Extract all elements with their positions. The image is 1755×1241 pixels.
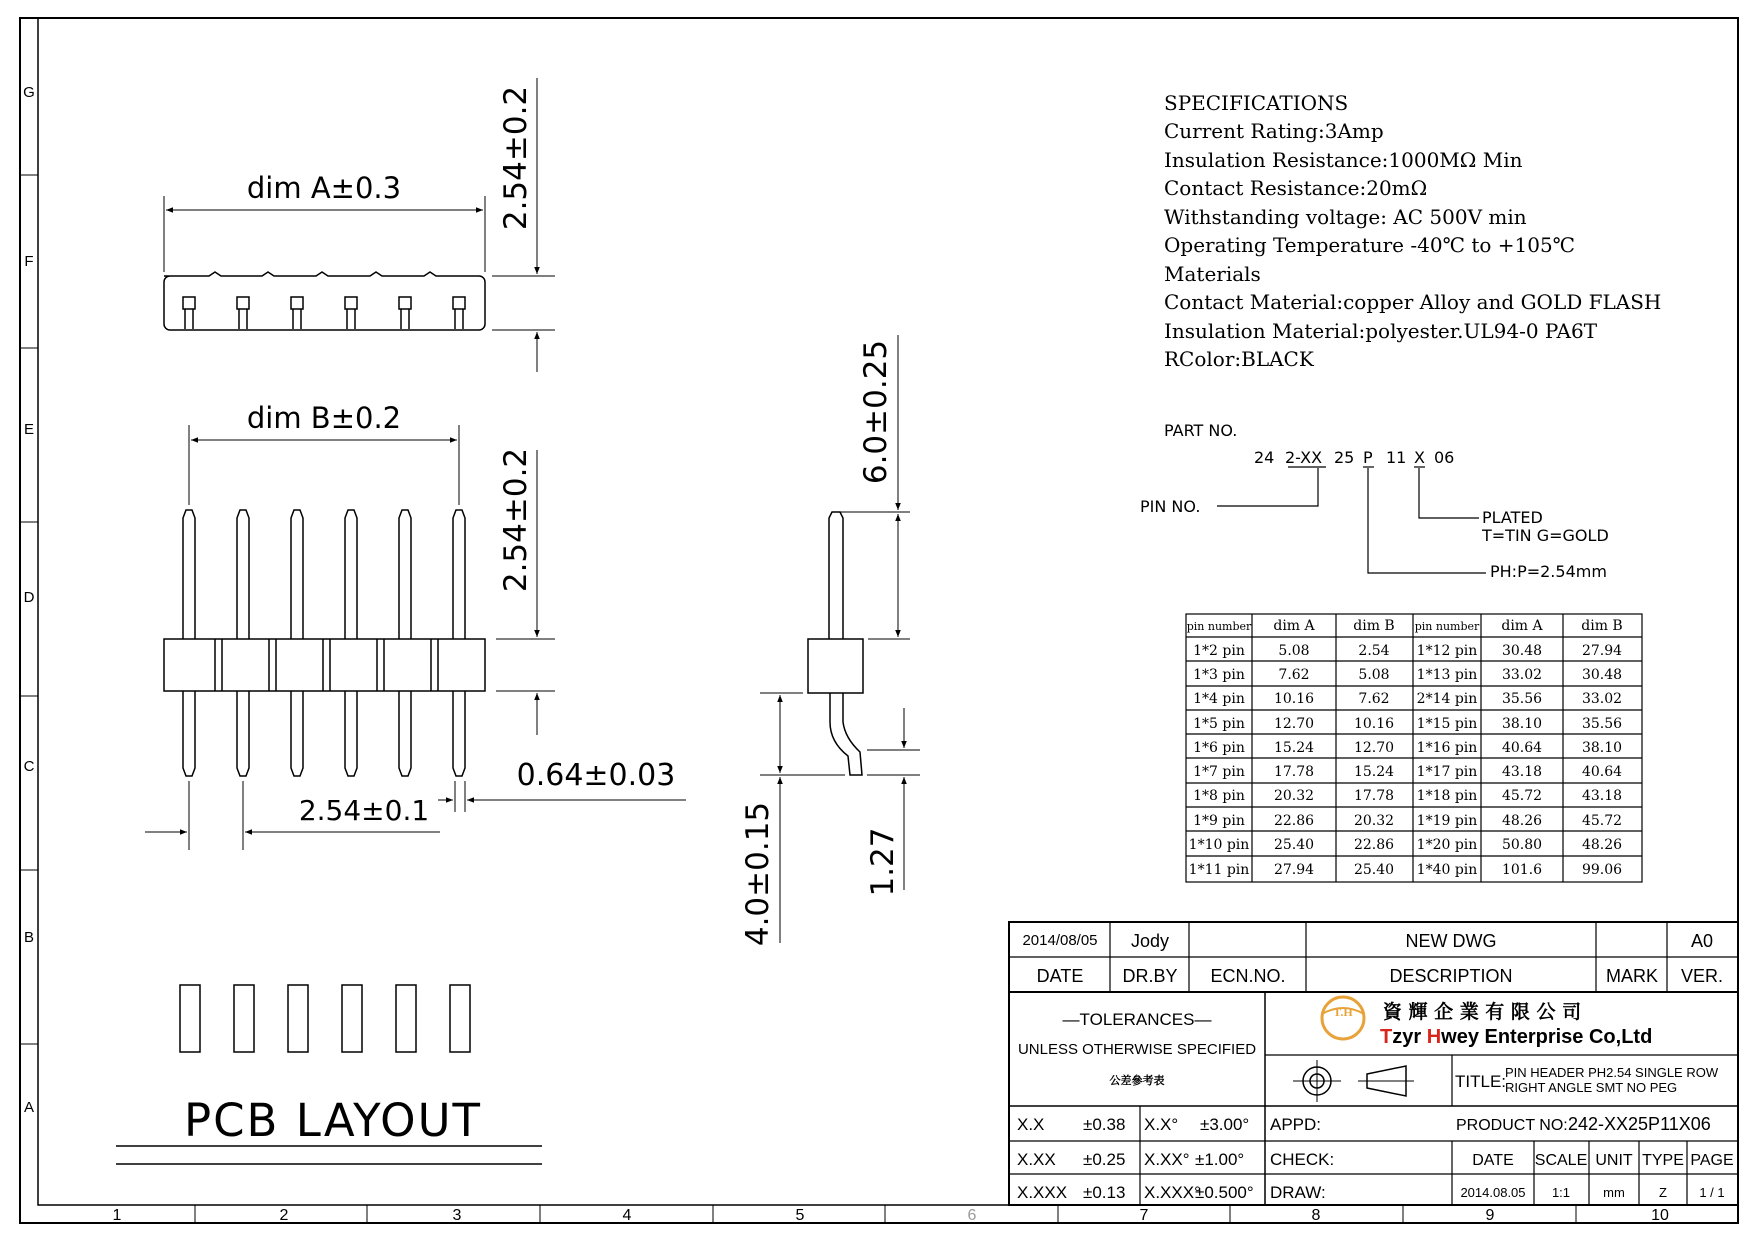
spec-line: Operating Temperature -40℃ to +105℃ bbox=[1164, 233, 1576, 257]
info-header-unit: UNIT bbox=[1595, 1152, 1633, 1169]
tol-cell: ±3.00° bbox=[1200, 1115, 1250, 1134]
col-label-7: 7 bbox=[1139, 1207, 1149, 1224]
info-headers bbox=[1472, 1152, 1733, 1169]
table-cell: 1*16 pin bbox=[1416, 740, 1478, 756]
col-labels bbox=[113, 1207, 1669, 1224]
table-header: dim B bbox=[1353, 618, 1395, 634]
col-label-4: 4 bbox=[622, 1207, 632, 1224]
table-cell: 43.18 bbox=[1501, 764, 1543, 780]
row-label-e: E bbox=[23, 421, 35, 438]
title-line-1: PIN HEADER PH2.54 SINGLE ROW bbox=[1505, 1065, 1719, 1080]
table-cell: 2.54 bbox=[1358, 643, 1390, 659]
tol-cell: X.X bbox=[1017, 1115, 1045, 1134]
tol-cell: X.XX° bbox=[1144, 1150, 1190, 1169]
table-cell: 1*11 pin bbox=[1188, 862, 1250, 878]
table-header: dim A bbox=[1501, 618, 1543, 634]
pn-seg-x: X bbox=[1414, 448, 1425, 467]
info-value-scale: 1:1 bbox=[1551, 1185, 1571, 1200]
spec-line: Withstanding voltage: AC 500V min bbox=[1164, 205, 1527, 229]
table-cell: 1*15 pin bbox=[1416, 716, 1478, 732]
spec-line: Contact Resistance:20mΩ bbox=[1164, 176, 1428, 200]
table-cell: 99.06 bbox=[1581, 862, 1623, 878]
info-header-type: TYPE bbox=[1642, 1152, 1684, 1169]
company-en-t: T bbox=[1380, 1026, 1393, 1048]
tolerance-rows bbox=[1017, 1115, 1254, 1202]
table-cell: 27.94 bbox=[1581, 643, 1623, 659]
rev-ver: A0 bbox=[1690, 931, 1714, 951]
table-cell: 38.10 bbox=[1501, 716, 1543, 732]
spec-line: Insulation Resistance:1000MΩ Min bbox=[1164, 148, 1523, 172]
table-cell: 12.70 bbox=[1353, 740, 1395, 756]
table-cell: 101.6 bbox=[1501, 862, 1543, 878]
tolerances-unless: UNLESS OTHERWISE SPECIFIED bbox=[1017, 1041, 1257, 1058]
col-label-5: 5 bbox=[795, 1207, 805, 1224]
table-cell: 1*17 pin bbox=[1416, 764, 1478, 780]
table-header: pin number bbox=[1414, 620, 1480, 633]
table-cell: 1*6 pin bbox=[1193, 740, 1245, 756]
table-cell: 1*20 pin bbox=[1416, 837, 1478, 853]
plated-label: PLATED bbox=[1482, 508, 1543, 527]
title-label: TITLE: bbox=[1455, 1072, 1507, 1091]
company-name-en bbox=[1380, 1026, 1652, 1048]
tolerances-header bbox=[1018, 1010, 1256, 1087]
table-cell: 12.70 bbox=[1273, 716, 1315, 732]
table-cell: 20.32 bbox=[1273, 788, 1315, 804]
table-cell: 1*8 pin bbox=[1193, 788, 1245, 804]
tol-cell: X.XX bbox=[1017, 1150, 1056, 1169]
table-header: dim A bbox=[1273, 618, 1315, 634]
table-cell: 33.02 bbox=[1501, 667, 1543, 683]
col-label-8: 8 bbox=[1311, 1207, 1321, 1224]
table-cell: 17.78 bbox=[1273, 764, 1315, 780]
col-label-6: 6 bbox=[967, 1207, 977, 1224]
table-cell: 2*14 pin bbox=[1416, 691, 1478, 707]
pin-length-label: 2.54±0.2 bbox=[498, 447, 534, 593]
header-mark: MARK bbox=[1605, 966, 1659, 986]
table-cell: 1*40 pin bbox=[1416, 862, 1478, 878]
housing-top-outline bbox=[164, 272, 485, 330]
table-header: pin number bbox=[1186, 620, 1252, 633]
approval-labels bbox=[1270, 1115, 1334, 1202]
table-cell: 38.10 bbox=[1581, 740, 1623, 756]
table-cell: 7.62 bbox=[1358, 691, 1390, 707]
spec-line: Current Rating:3Amp bbox=[1164, 119, 1384, 143]
product-no-value: 242-XX25P11X06 bbox=[1568, 1114, 1711, 1134]
info-value-type: Z bbox=[1659, 1185, 1667, 1200]
table-cell: 1*18 pin bbox=[1416, 788, 1478, 804]
pitch-key-label: PH:P=2.54mm bbox=[1490, 562, 1607, 581]
pn-seg-11: 11 bbox=[1386, 448, 1407, 467]
tolerances-ref: 公差參考表 bbox=[1109, 1075, 1165, 1087]
top-view bbox=[164, 78, 555, 372]
table-cell: 15.24 bbox=[1353, 764, 1395, 780]
rev-date: 2014/08/05 bbox=[1022, 932, 1098, 949]
table-cell: 1*12 pin bbox=[1416, 643, 1478, 659]
appd-label: APPD: bbox=[1270, 1115, 1322, 1134]
table-cell: 15.24 bbox=[1273, 740, 1315, 756]
company-en-h: H bbox=[1426, 1026, 1442, 1048]
product-no-label: PRODUCT NO: bbox=[1456, 1117, 1568, 1134]
table-cell: 5.08 bbox=[1358, 667, 1390, 683]
row-label-f: F bbox=[24, 253, 34, 270]
info-values bbox=[1460, 1185, 1724, 1200]
table-cell: 1*4 pin bbox=[1193, 691, 1245, 707]
tol-cell: X.X° bbox=[1144, 1115, 1179, 1134]
table-cell: 40.64 bbox=[1581, 764, 1623, 780]
header-pins bbox=[183, 510, 465, 776]
pitch-label: 2.54±0.1 bbox=[298, 794, 430, 827]
table-cell: 43.18 bbox=[1581, 788, 1623, 804]
revision-row bbox=[1022, 931, 1723, 986]
table-cell: 22.86 bbox=[1353, 837, 1395, 853]
tol-cell: ±0.38 bbox=[1083, 1115, 1126, 1134]
pn-seg-06: 06 bbox=[1434, 448, 1455, 467]
col-label-2: 2 bbox=[279, 1207, 289, 1224]
table-cell: 1*10 pin bbox=[1188, 837, 1250, 853]
table-cell: 1*3 pin bbox=[1193, 667, 1245, 683]
row-label-b: B bbox=[23, 929, 35, 946]
table-cell: 48.26 bbox=[1501, 813, 1543, 829]
header-ver: VER. bbox=[1680, 966, 1724, 986]
col-label-9: 9 bbox=[1485, 1207, 1495, 1224]
tol-cell: ±0.500° bbox=[1195, 1183, 1254, 1202]
draw-label: DRAW: bbox=[1270, 1183, 1326, 1202]
company-name-cn: 資 輝 企 業 有 限 公 司 bbox=[1382, 1001, 1582, 1023]
table-cell: 5.08 bbox=[1278, 643, 1310, 659]
table-cell: 45.72 bbox=[1581, 813, 1623, 829]
table-cell: 40.64 bbox=[1501, 740, 1543, 756]
tol-cell: ±0.13 bbox=[1083, 1183, 1126, 1202]
part-number-leaders bbox=[1217, 467, 1486, 573]
table-cell: 48.26 bbox=[1581, 837, 1623, 853]
info-value-date: 2014.08.05 bbox=[1460, 1185, 1526, 1200]
info-value-unit: mm bbox=[1603, 1185, 1625, 1200]
row-label-d: D bbox=[23, 589, 35, 606]
table-cell: 27.94 bbox=[1273, 862, 1315, 878]
pcb-layout-label: PCB LAYOUT bbox=[184, 1094, 482, 1147]
pin-no-label: PIN NO. bbox=[1140, 497, 1201, 516]
offset-label: 1.27 bbox=[865, 827, 901, 897]
header-ecn: ECN.NO. bbox=[1210, 966, 1286, 986]
table-cell: 1*7 pin bbox=[1193, 764, 1245, 780]
table-cell: 25.40 bbox=[1273, 837, 1315, 853]
company-en-zyr: zyr bbox=[1392, 1026, 1427, 1048]
spec-line: Insulation Material:polyester.UL94-0 PA6T bbox=[1164, 319, 1598, 343]
row-labels bbox=[23, 84, 35, 1116]
dim-table bbox=[1186, 614, 1642, 882]
row-label-g: G bbox=[23, 84, 35, 101]
col-label-1: 1 bbox=[112, 1207, 122, 1224]
table-cell: 1*5 pin bbox=[1193, 716, 1245, 732]
row-label-c: C bbox=[23, 758, 35, 775]
pn-seg-25: 25 bbox=[1334, 448, 1355, 467]
tol-cell: X.XXX° bbox=[1144, 1183, 1201, 1202]
header-desc: DESCRIPTION bbox=[1389, 966, 1513, 986]
row-label-a: A bbox=[23, 1099, 35, 1116]
info-value-page: 1 / 1 bbox=[1699, 1185, 1725, 1200]
table-cell: 45.72 bbox=[1501, 788, 1543, 804]
pn-seg-p: P bbox=[1363, 448, 1373, 467]
table-cell: 30.48 bbox=[1501, 643, 1543, 659]
header-drby: DR.BY bbox=[1122, 966, 1178, 986]
table-cell: 1*9 pin bbox=[1193, 813, 1245, 829]
title-line-2: RIGHT ANGLE SMT NO PEG bbox=[1505, 1080, 1678, 1095]
spec-line: Contact Material:copper Alloy and GOLD FLASH bbox=[1164, 290, 1662, 314]
table-cell: 35.56 bbox=[1501, 691, 1543, 707]
table-cell: 10.16 bbox=[1273, 691, 1315, 707]
dim-b-label: dim B±0.2 bbox=[246, 401, 402, 435]
info-header-scale: SCALE bbox=[1534, 1152, 1588, 1169]
check-label: CHECK: bbox=[1270, 1150, 1335, 1169]
top-height-label: 2.54±0.2 bbox=[498, 85, 534, 231]
table-cell: 35.56 bbox=[1581, 716, 1623, 732]
plated-options: T=TIN G=GOLD bbox=[1482, 526, 1609, 545]
tol-cell: X.XXX bbox=[1017, 1183, 1068, 1202]
part-number-key bbox=[1140, 421, 1609, 581]
table-cell: 33.02 bbox=[1581, 691, 1623, 707]
table-cell: 1*2 pin bbox=[1193, 643, 1245, 659]
table-cell: 7.62 bbox=[1278, 667, 1310, 683]
dim-a-label: dim A±0.3 bbox=[246, 171, 402, 205]
table-cell: 1*13 pin bbox=[1416, 667, 1478, 683]
projection-symbol-icon bbox=[1293, 1060, 1414, 1102]
spec-line: Materials bbox=[1164, 262, 1261, 286]
logo-text: T.H bbox=[1333, 1005, 1353, 1019]
table-cell: 1*19 pin bbox=[1416, 813, 1478, 829]
pin-squares bbox=[183, 297, 465, 329]
info-header-page: PAGE bbox=[1690, 1152, 1734, 1169]
company-en-rest: wey Enterprise Co,Ltd bbox=[1441, 1026, 1653, 1048]
rev-by: Jody bbox=[1130, 931, 1170, 951]
table-cell: 30.48 bbox=[1581, 667, 1623, 683]
table-cell: 20.32 bbox=[1353, 813, 1395, 829]
spec-line: SPECIFICATIONS bbox=[1164, 91, 1349, 115]
table-header: dim B bbox=[1581, 618, 1623, 634]
table-cell: 22.86 bbox=[1273, 813, 1315, 829]
table-cell: 50.80 bbox=[1501, 837, 1543, 853]
company-logo-icon bbox=[1322, 997, 1364, 1039]
info-header-date: DATE bbox=[1472, 1152, 1514, 1169]
pin-width-label: 0.64±0.03 bbox=[516, 758, 676, 793]
specifications bbox=[1164, 91, 1661, 371]
tol-cell: ±0.25 bbox=[1083, 1150, 1126, 1169]
upper-length-label: 6.0±0.25 bbox=[858, 339, 894, 485]
tol-cell: ±1.00° bbox=[1195, 1150, 1245, 1169]
spec-line: RColor:BLACK bbox=[1164, 347, 1314, 371]
table-cell: 17.78 bbox=[1353, 788, 1395, 804]
col-label-3: 3 bbox=[452, 1207, 462, 1224]
pn-seg-24: 24 bbox=[1254, 448, 1275, 467]
lower-length-label: 4.0±0.15 bbox=[740, 801, 776, 947]
col-label-10: 10 bbox=[1651, 1207, 1669, 1224]
tolerances-title: —TOLERANCES— bbox=[1062, 1010, 1212, 1029]
pn-seg-2xx: 2-XX bbox=[1285, 448, 1323, 467]
rev-desc: NEW DWG bbox=[1405, 931, 1497, 951]
table-cell: 10.16 bbox=[1353, 716, 1395, 732]
header-date: DATE bbox=[1036, 966, 1084, 986]
part-no-title: PART NO. bbox=[1164, 421, 1238, 440]
table-cell: 25.40 bbox=[1353, 862, 1395, 878]
